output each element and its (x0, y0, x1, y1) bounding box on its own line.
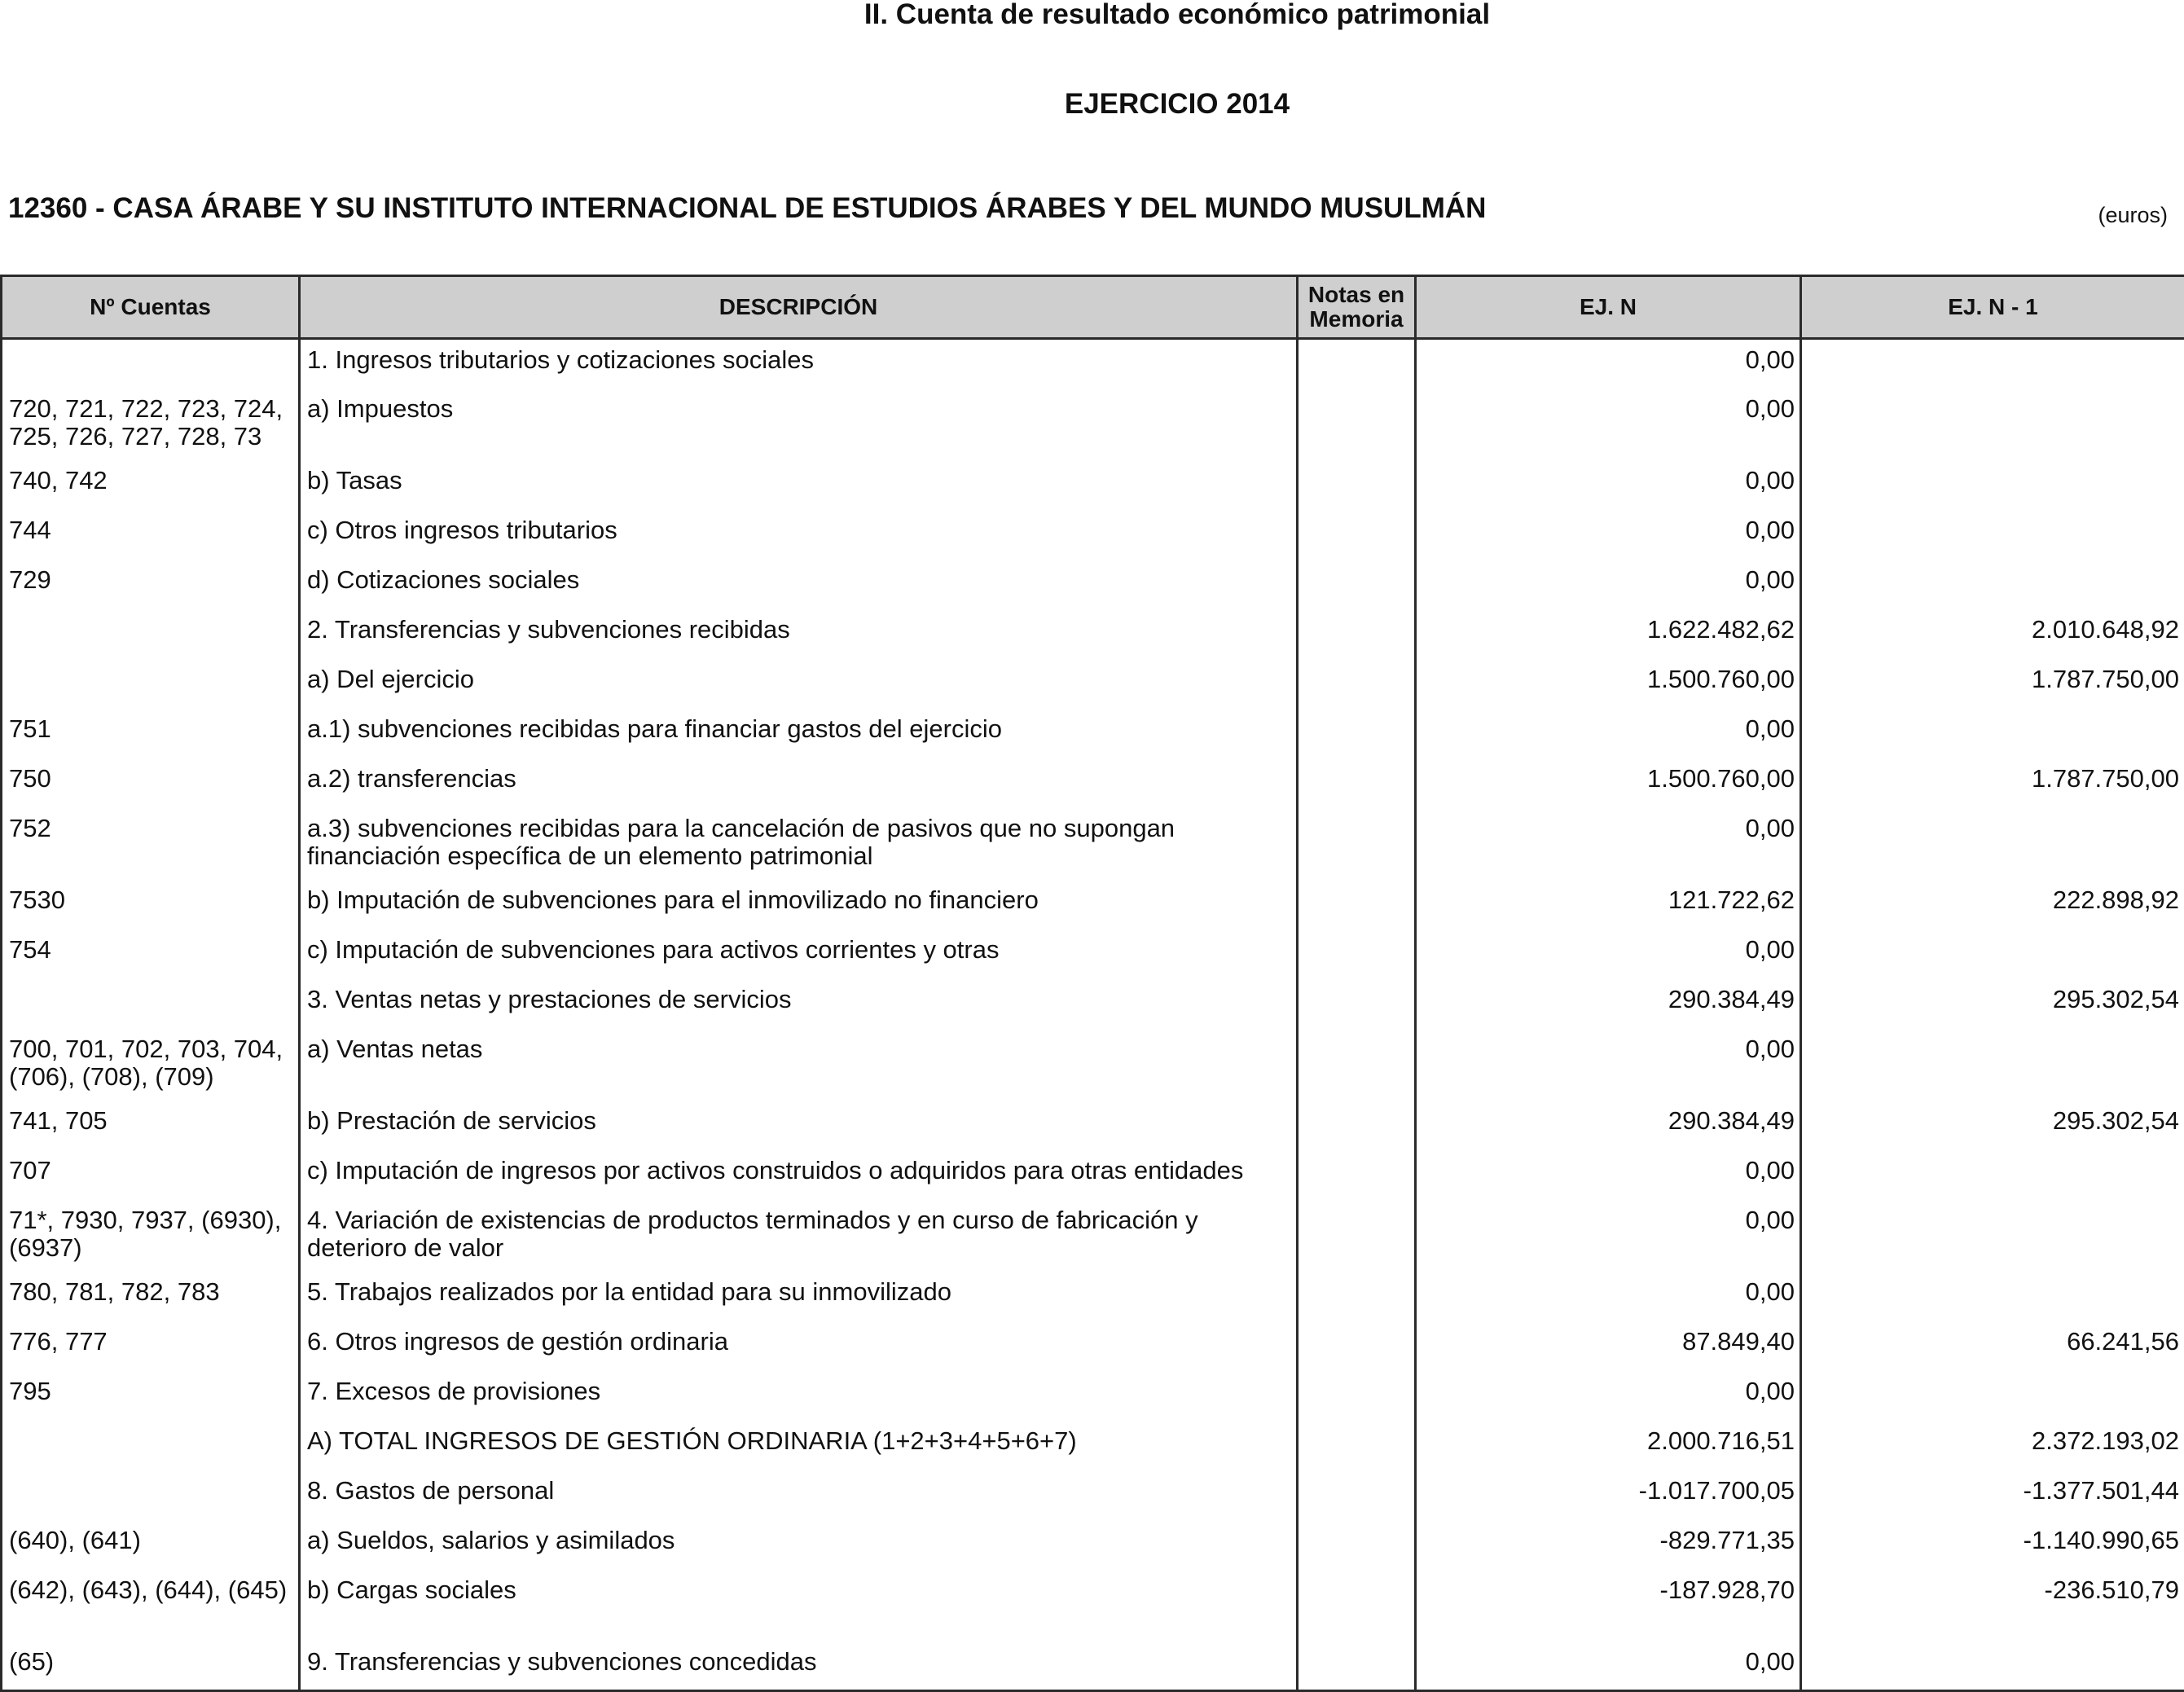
cell-ej-n: 2.000.716,51 (1416, 1421, 1801, 1470)
result-table (0, 275, 2184, 1692)
cell-ej-n1 (1801, 1272, 2184, 1321)
cell-notas (1298, 1371, 1416, 1421)
cell-cuentas (2, 1421, 300, 1470)
cell-cuentas (2, 339, 300, 389)
cell-notas (1298, 460, 1416, 510)
col-header-notas (1298, 276, 1416, 339)
cell-notas (1298, 1421, 1416, 1470)
cell-descripcion: 5. Trabajos realizados por la entidad para su inmovilizado (300, 1272, 1298, 1321)
cell-descripcion: b) Prestación de servicios (300, 1101, 1298, 1150)
cell-notas (1298, 560, 1416, 609)
cell-ej-n1: -1.140.990,65 (1801, 1520, 2184, 1570)
cell-notas (1298, 1520, 1416, 1570)
cell-cuentas: 7530 (2, 880, 300, 930)
cell-cuentas: 776, 777 (2, 1321, 300, 1371)
cell-notas (1298, 510, 1416, 560)
cell-notas (1298, 1470, 1416, 1520)
cell-ej-n: 121.722,62 (1416, 880, 1801, 930)
cell-notas (1298, 1101, 1416, 1150)
cell-ej-n: 1.500.760,00 (1416, 758, 1801, 808)
cell-cuentas: (640), (641) (2, 1520, 300, 1570)
cell-ej-n1: -1.377.501,44 (1801, 1470, 2184, 1520)
table-row (2, 930, 2184, 979)
cell-ej-n1: 1.787.750,00 (1801, 659, 2184, 709)
table-body (2, 339, 2184, 1691)
table-row (2, 460, 2184, 510)
cell-cuentas: 744 (2, 510, 300, 560)
cell-cuentas: 707 (2, 1150, 300, 1200)
cell-ej-n: 0,00 (1416, 709, 1801, 758)
cell-cuentas: (642), (643), (644), (645) (2, 1570, 300, 1641)
cell-descripcion: 2. Transferencias y subvenciones recibidas (300, 609, 1298, 659)
cell-descripcion: a) Sueldos, salarios y asimilados (300, 1520, 1298, 1570)
exercise-title: EJERCICIO 2014 (0, 88, 2184, 121)
col-header-descripcion: DESCRIPCIÓN (300, 276, 1298, 339)
cell-descripcion: 4. Variación de existencias de productos terminados y en curso de fabricación y deterioro de valor (300, 1200, 1298, 1272)
col-header-ej-n1: EJ. N - 1 (1801, 276, 2184, 339)
cell-notas (1298, 758, 1416, 808)
cell-notas (1298, 979, 1416, 1029)
table-row (2, 1421, 2184, 1470)
cell-ej-n: 290.384,49 (1416, 1101, 1801, 1150)
table-row (2, 1470, 2184, 1520)
cell-ej-n1 (1801, 560, 2184, 609)
table-row (2, 709, 2184, 758)
table-row (2, 1150, 2184, 1200)
cell-ej-n: 0,00 (1416, 460, 1801, 510)
table-row (2, 1029, 2184, 1101)
table-row (2, 609, 2184, 659)
cell-ej-n1 (1801, 389, 2184, 460)
table-row (2, 1321, 2184, 1371)
cell-notas (1298, 659, 1416, 709)
cell-descripcion: d) Cotizaciones sociales (300, 560, 1298, 609)
cell-notas (1298, 1570, 1416, 1641)
cell-notas (1298, 1321, 1416, 1371)
cell-cuentas: 741, 705 (2, 1101, 300, 1150)
table-row (2, 1272, 2184, 1321)
cell-notas (1298, 880, 1416, 930)
cell-notas (1298, 808, 1416, 880)
cell-ej-n: -1.017.700,05 (1416, 1470, 1801, 1520)
cell-ej-n: 0,00 (1416, 1641, 1801, 1691)
cell-cuentas: 729 (2, 560, 300, 609)
cell-ej-n: 1.500.760,00 (1416, 659, 1801, 709)
cell-notas (1298, 389, 1416, 460)
table-row (2, 510, 2184, 560)
cell-descripcion: a.1) subvenciones recibidas para financiar gastos del ejercicio (300, 709, 1298, 758)
table-row (2, 1101, 2184, 1150)
cell-notas (1298, 339, 1416, 389)
table-row (2, 1200, 2184, 1272)
cell-ej-n1: 295.302,54 (1801, 1101, 2184, 1150)
cell-ej-n1 (1801, 930, 2184, 979)
cell-cuentas: 780, 781, 782, 783 (2, 1272, 300, 1321)
cell-cuentas: 795 (2, 1371, 300, 1421)
cell-descripcion: b) Cargas sociales (300, 1570, 1298, 1641)
cell-cuentas: 700, 701, 702, 703, 704, (706), (708), (709) (2, 1029, 300, 1101)
cell-ej-n1 (1801, 1200, 2184, 1272)
cell-descripcion: b) Tasas (300, 460, 1298, 510)
cell-ej-n1: -236.510,79 (1801, 1570, 2184, 1641)
entity-title: 12360 - CASA ÁRABE Y SU INSTITUTO INTERNACIONAL DE ESTUDIOS ÁRABES Y DEL MUNDO MUSULMÁN (8, 192, 1486, 225)
cell-ej-n: 0,00 (1416, 389, 1801, 460)
units-label: (euros) (2098, 202, 2168, 228)
cell-ej-n: 0,00 (1416, 510, 1801, 560)
cell-ej-n1 (1801, 339, 2184, 389)
cell-notas (1298, 1029, 1416, 1101)
col-header-ej-n: EJ. N (1416, 276, 1801, 339)
cell-cuentas: 751 (2, 709, 300, 758)
cell-ej-n: 0,00 (1416, 1272, 1801, 1321)
cell-descripcion: b) Imputación de subvenciones para el inmovilizado no financiero (300, 880, 1298, 930)
col-header-cuentas: Nº Cuentas (2, 276, 300, 339)
cell-cuentas: 740, 742 (2, 460, 300, 510)
cell-descripcion: 8. Gastos de personal (300, 1470, 1298, 1520)
cell-notas (1298, 609, 1416, 659)
cell-ej-n: 0,00 (1416, 930, 1801, 979)
cell-ej-n1: 66.241,56 (1801, 1321, 2184, 1371)
table-row (2, 339, 2184, 389)
table-row (2, 1520, 2184, 1570)
table-row (2, 808, 2184, 880)
cell-ej-n1 (1801, 510, 2184, 560)
cell-ej-n: 290.384,49 (1416, 979, 1801, 1029)
table-row (2, 979, 2184, 1029)
cell-ej-n1: 295.302,54 (1801, 979, 2184, 1029)
cell-cuentas: 752 (2, 808, 300, 880)
cell-ej-n: 0,00 (1416, 560, 1801, 609)
cell-descripcion: 3. Ventas netas y prestaciones de servicios (300, 979, 1298, 1029)
cell-cuentas: 71*, 7930, 7937, (6930), (6937) (2, 1200, 300, 1272)
cell-ej-n: -187.928,70 (1416, 1570, 1801, 1641)
cell-notas (1298, 709, 1416, 758)
cell-descripcion: c) Otros ingresos tributarios (300, 510, 1298, 560)
table-row (2, 389, 2184, 460)
cell-ej-n1: 2.010.648,92 (1801, 609, 2184, 659)
cell-descripcion: 7. Excesos de provisiones (300, 1371, 1298, 1421)
cell-notas (1298, 930, 1416, 979)
table-row (2, 880, 2184, 930)
cell-ej-n: 1.622.482,62 (1416, 609, 1801, 659)
cell-ej-n1 (1801, 1641, 2184, 1691)
cell-cuentas (2, 1470, 300, 1520)
table-row (2, 1641, 2184, 1691)
cell-ej-n: -829.771,35 (1416, 1520, 1801, 1570)
cell-descripcion: 6. Otros ingresos de gestión ordinaria (300, 1321, 1298, 1371)
cell-ej-n: 0,00 (1416, 1029, 1801, 1101)
table-row (2, 1371, 2184, 1421)
table-header-row (2, 276, 2184, 339)
cell-notas (1298, 1150, 1416, 1200)
col-header-notas-line2: Memoria (1309, 306, 1403, 332)
cell-cuentas: 720, 721, 722, 723, 724, 725, 726, 727, 728, 73 (2, 389, 300, 460)
cell-cuentas (2, 659, 300, 709)
cell-ej-n: 87.849,40 (1416, 1321, 1801, 1371)
cell-descripcion: c) Imputación de subvenciones para activos corrientes y otras (300, 930, 1298, 979)
cell-ej-n: 0,00 (1416, 339, 1801, 389)
cell-ej-n: 0,00 (1416, 808, 1801, 880)
cell-ej-n: 0,00 (1416, 1200, 1801, 1272)
cell-cuentas: 750 (2, 758, 300, 808)
cell-descripcion: A) TOTAL INGRESOS DE GESTIÓN ORDINARIA (1+2+3+4+5+6+7) (300, 1421, 1298, 1470)
cell-ej-n1 (1801, 808, 2184, 880)
cell-notas (1298, 1272, 1416, 1321)
cell-descripcion: 9. Transferencias y subvenciones concedidas (300, 1641, 1298, 1691)
cell-descripcion: a) Del ejercicio (300, 659, 1298, 709)
cell-descripcion: c) Imputación de ingresos por activos construidos o adquiridos para otras entidades (300, 1150, 1298, 1200)
cell-cuentas (2, 609, 300, 659)
table-row (2, 659, 2184, 709)
cell-descripcion: a.2) transferencias (300, 758, 1298, 808)
cell-ej-n1 (1801, 1150, 2184, 1200)
cell-ej-n: 0,00 (1416, 1371, 1801, 1421)
cell-descripcion: a) Ventas netas (300, 1029, 1298, 1101)
cell-ej-n1: 1.787.750,00 (1801, 758, 2184, 808)
cell-ej-n: 0,00 (1416, 1150, 1801, 1200)
cell-ej-n1 (1801, 1371, 2184, 1421)
cell-ej-n1 (1801, 709, 2184, 758)
cell-ej-n1 (1801, 1029, 2184, 1101)
table-row (2, 560, 2184, 609)
cell-ej-n1 (1801, 460, 2184, 510)
cell-ej-n1: 222.898,92 (1801, 880, 2184, 930)
cell-notas (1298, 1641, 1416, 1691)
cell-descripcion: 1. Ingresos tributarios y cotizaciones sociales (300, 339, 1298, 389)
cell-cuentas: 754 (2, 930, 300, 979)
table-row (2, 1570, 2184, 1641)
cell-descripcion: a.3) subvenciones recibidas para la cancelación de pasivos que no supongan financiación específica de un elemento patrimonial (300, 808, 1298, 880)
cell-notas (1298, 1200, 1416, 1272)
cell-ej-n1: 2.372.193,02 (1801, 1421, 2184, 1470)
section-title: II. Cuenta de resultado económico patrimonial (0, 0, 2184, 29)
cell-cuentas (2, 979, 300, 1029)
col-header-notas-line1: Notas en (1308, 282, 1404, 307)
cell-cuentas: (65) (2, 1641, 300, 1691)
cell-descripcion: a) Impuestos (300, 389, 1298, 460)
table-row (2, 758, 2184, 808)
